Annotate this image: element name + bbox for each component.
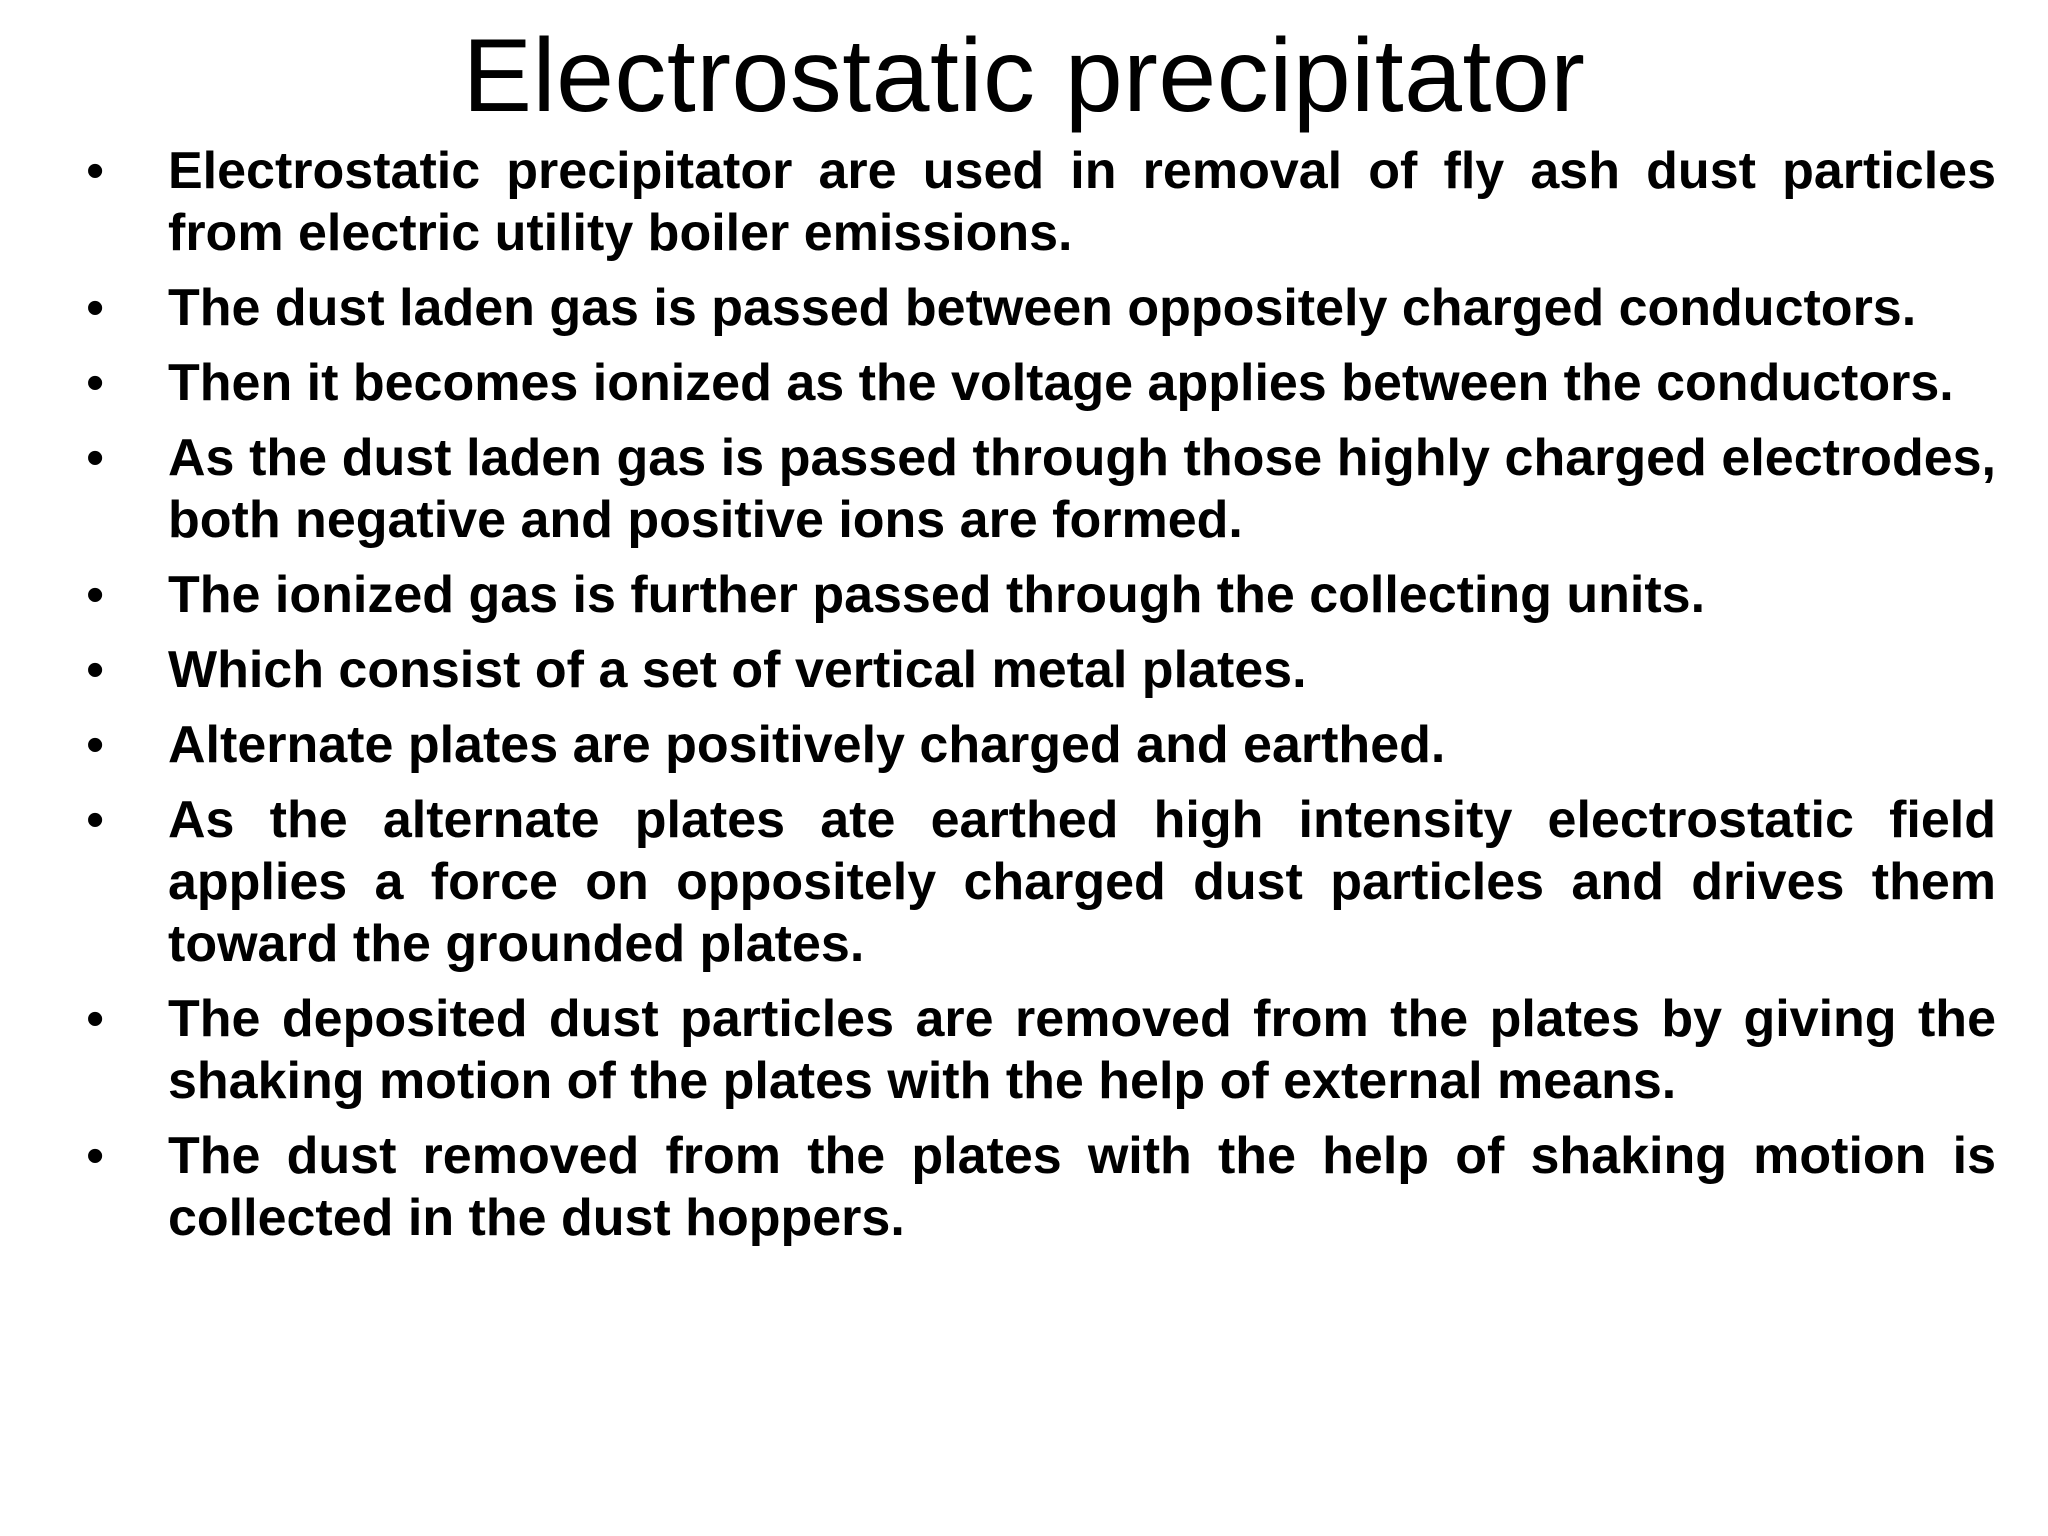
bullet-text: The deposited dust particles are removed from the plates by giving the shaking motion of the plates with the help of external means. xyxy=(168,990,1996,1110)
bullet-item xyxy=(86,140,1996,264)
bullet-item xyxy=(86,789,1996,975)
bullet-dot: • xyxy=(86,142,105,200)
bullet-dot: • xyxy=(86,1127,105,1185)
bullet-text: As the dust laden gas is passed through those highly charged electrodes, both negative and positive ions are formed. xyxy=(168,429,1996,549)
bullet-item xyxy=(86,427,1996,551)
bullet-dot: • xyxy=(86,279,105,337)
bullet-item xyxy=(86,1125,1996,1249)
slide-title: Electrostatic precipitator xyxy=(462,18,1586,134)
bullet-text: Alternate plates are positively charged and earthed. xyxy=(168,716,1446,774)
bullet-text: Which consist of a set of vertical metal plates. xyxy=(168,641,1307,699)
bullet-item xyxy=(86,988,1996,1112)
bullet-item xyxy=(86,564,1996,626)
bullet-text: The dust laden gas is passed between oppositely charged conductors. xyxy=(168,279,1917,337)
bullet-item xyxy=(86,714,1996,776)
bullet-dot: • xyxy=(86,354,105,412)
bullet-dot: • xyxy=(86,566,105,624)
bullet-text: As the alternate plates ate earthed high intensity electrostatic field applies a force on oppositely charged dust particles and drives them toward the grounded plates. xyxy=(168,791,1996,973)
bullet-dot: • xyxy=(86,791,105,849)
bullet-dot: • xyxy=(86,429,105,487)
bullet-dot: • xyxy=(86,641,105,699)
bullet-dot: • xyxy=(86,716,105,774)
bullet-text: The dust removed from the plates with the help of shaking motion is collected in the dust hoppers. xyxy=(168,1127,1996,1247)
bullet-text: The ionized gas is further passed through the collecting units. xyxy=(168,566,1706,624)
bullet-text: Then it becomes ionized as the voltage applies between the conductors. xyxy=(168,354,1954,412)
bullet-list xyxy=(86,140,1996,1262)
bullet-dot: • xyxy=(86,990,105,1048)
bullet-item xyxy=(86,277,1996,339)
bullet-item xyxy=(86,352,1996,414)
bullet-text: Electrostatic precipitator are used in removal of fly ash dust particles from electric utility boiler emissions. xyxy=(168,142,1996,262)
bullet-item xyxy=(86,639,1996,701)
